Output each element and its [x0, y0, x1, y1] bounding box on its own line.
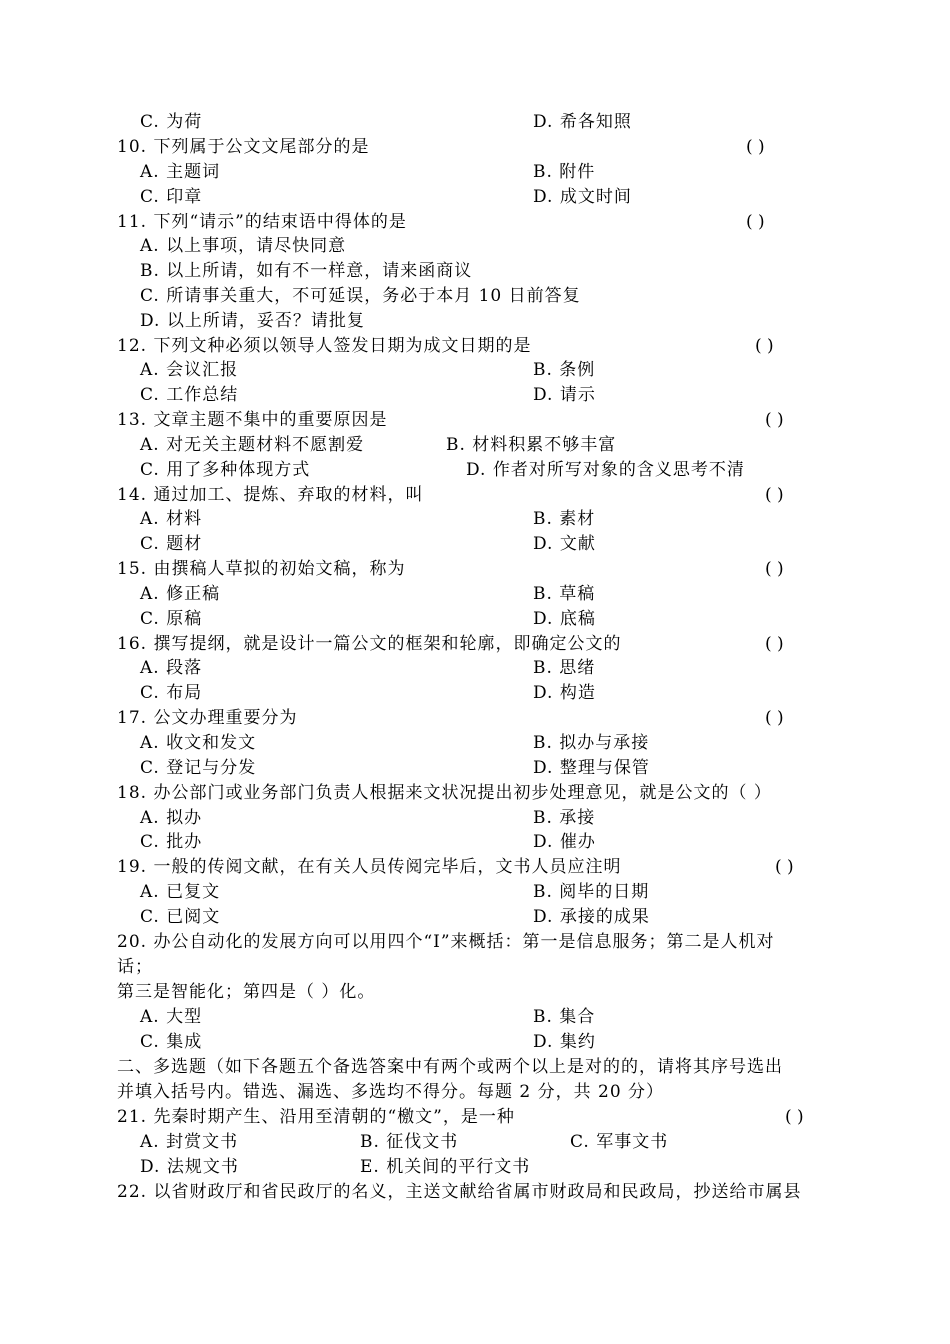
q10-option-a: A. 主题词 [140, 162, 221, 182]
q20-option-b: B. 集合 [533, 1007, 596, 1027]
q14-option-a: A. 材料 [140, 509, 203, 529]
q15-option-a: A. 修正稿 [140, 584, 221, 604]
q12-option-b: B. 条例 [533, 360, 596, 380]
q22-stem: 22. 以省财政厅和省民政厅的名义，主送文献给省属市财政局和民政局，抄送给市属县 [117, 1182, 802, 1202]
q19-option-a: A. 已复文 [140, 882, 221, 902]
q15-stem: 15. 由撰稿人草拟的初始文稿，称为 [117, 559, 406, 579]
q9-option-d: D. 希各知照 [533, 112, 632, 132]
q15-option-d: D. 底稿 [533, 609, 596, 629]
section2-heading-line-2: 并填入括号内。错选、漏选、多选均不得分。每题 2 分，共 20 分） [117, 1082, 665, 1102]
q10-stem: 10. 下列属于公文文尾部分的是 [117, 137, 370, 157]
q12-option-a: A. 会议汇报 [140, 360, 239, 380]
q18-option-b: B. 承接 [533, 808, 596, 828]
q16-option-a: A. 段落 [140, 658, 203, 678]
q17-option-a: A. 收文和发文 [140, 733, 257, 753]
q21-option-a: A. 封赏文书 [140, 1132, 239, 1152]
q21-option-c: C. 军事文书 [570, 1132, 669, 1152]
q20-option-a: A. 大型 [140, 1007, 203, 1027]
q10-option-b: B. 附件 [533, 162, 596, 182]
q18-option-a: A. 拟办 [140, 808, 203, 828]
q11-option-c: C. 所请事关重大，不可延误，务必于本月 10 日前答复 [140, 286, 581, 306]
q13-option-a: A. 对无关主题材料不愿割爱 [140, 435, 365, 455]
q20-stem-line-1: 20. 办公自动化的发展方向可以用四个“I”来概括：第一是信息服务；第二是人机对 [117, 932, 775, 952]
q17-option-b: B. 拟办与承接 [533, 733, 650, 753]
q13-option-d: D. 作者对所写对象的含义思考不清 [466, 460, 745, 480]
q21-answer-paren: ( ) [785, 1107, 804, 1127]
q16-option-b: B. 思绪 [533, 658, 596, 678]
q19-option-b: B. 阅毕的日期 [533, 882, 650, 902]
q10-answer-paren: ( ) [746, 137, 765, 157]
q10-option-d: D. 成文时间 [533, 187, 632, 207]
section2-heading-line-1: 二、多选题（如下各题五个备选答案中有两个或两个以上是对的的，请将其序号选出 [117, 1057, 783, 1077]
q14-option-c: C. 题材 [140, 534, 203, 554]
q12-option-d: D. 请示 [533, 385, 596, 405]
q11-option-b: B. 以上所请，如有不一样意，请来函商议 [140, 261, 473, 281]
q15-answer-paren: ( ) [765, 559, 784, 579]
q14-option-d: D. 文献 [533, 534, 596, 554]
q16-option-d: D. 构造 [533, 683, 596, 703]
q19-option-d: D. 承接的成果 [533, 907, 650, 927]
q11-option-a: A. 以上事项，请尽快同意 [140, 236, 347, 256]
q21-option-d: D. 法规文书 [140, 1157, 239, 1177]
q11-option-d: D. 以上所请，妥否？请批复 [140, 311, 365, 331]
q21-stem: 21. 先秦时期产生、沿用至清朝的“檄文”，是一种 [117, 1107, 515, 1127]
q12-answer-paren: ( ) [755, 336, 774, 356]
q11-answer-paren: ( ) [746, 212, 765, 232]
q13-option-c: C. 用了多种体现方式 [140, 460, 311, 480]
q16-answer-paren: ( ) [765, 634, 784, 654]
q15-option-c: C. 原稿 [140, 609, 203, 629]
q14-option-b: B. 素材 [533, 509, 596, 529]
q13-option-b: B. 材料积累不够丰富 [446, 435, 617, 455]
q17-stem: 17. 公文办理重要分为 [117, 708, 298, 728]
q21-option-e: E. 机关间的平行文书 [360, 1157, 531, 1177]
q19-answer-paren: ( ) [775, 857, 794, 877]
q9-option-c: C. 为荷 [140, 112, 203, 132]
q17-option-d: D. 整理与保管 [533, 758, 650, 778]
q11-stem: 11. 下列“请示”的结束语中得体的是 [117, 212, 407, 232]
q20-stem-line-2: 话； [117, 957, 153, 977]
q14-answer-paren: ( ) [765, 485, 784, 505]
q20-option-d: D. 集约 [533, 1032, 596, 1052]
q18-option-c: C. 批办 [140, 832, 203, 852]
q14-stem: 14. 通过加工、提炼、弃取的材料，叫 [117, 485, 424, 505]
q19-option-c: C. 已阅文 [140, 907, 221, 927]
q18-stem: 18. 办公部门或业务部门负责人根据来文状况提出初步处理意见，就是公文的（ ） [117, 783, 772, 803]
q17-option-c: C. 登记与分发 [140, 758, 257, 778]
q17-answer-paren: ( ) [765, 708, 784, 728]
q20-stem-line-3: 第三是智能化；第四是（ ）化。 [117, 982, 376, 1002]
q19-stem: 19. 一般的传阅文献，在有关人员传阅完毕后，文书人员应注明 [117, 857, 622, 877]
q16-stem: 16. 撰写提纲，就是设计一篇公文的框架和轮廓，即确定公文的 [117, 634, 622, 654]
q21-option-b: B. 征伐文书 [360, 1132, 459, 1152]
q13-stem: 13. 文章主题不集中的重要原因是 [117, 410, 388, 430]
q13-answer-paren: ( ) [765, 410, 784, 430]
q16-option-c: C. 布局 [140, 683, 203, 703]
q12-stem: 12. 下列文种必须以领导人签发日期为成文日期的是 [117, 336, 532, 356]
q20-option-c: C. 集成 [140, 1032, 203, 1052]
q12-option-c: C. 工作总结 [140, 385, 239, 405]
q18-option-d: D. 催办 [533, 832, 596, 852]
q10-option-c: C. 印章 [140, 187, 203, 207]
q15-option-b: B. 草稿 [533, 584, 596, 604]
